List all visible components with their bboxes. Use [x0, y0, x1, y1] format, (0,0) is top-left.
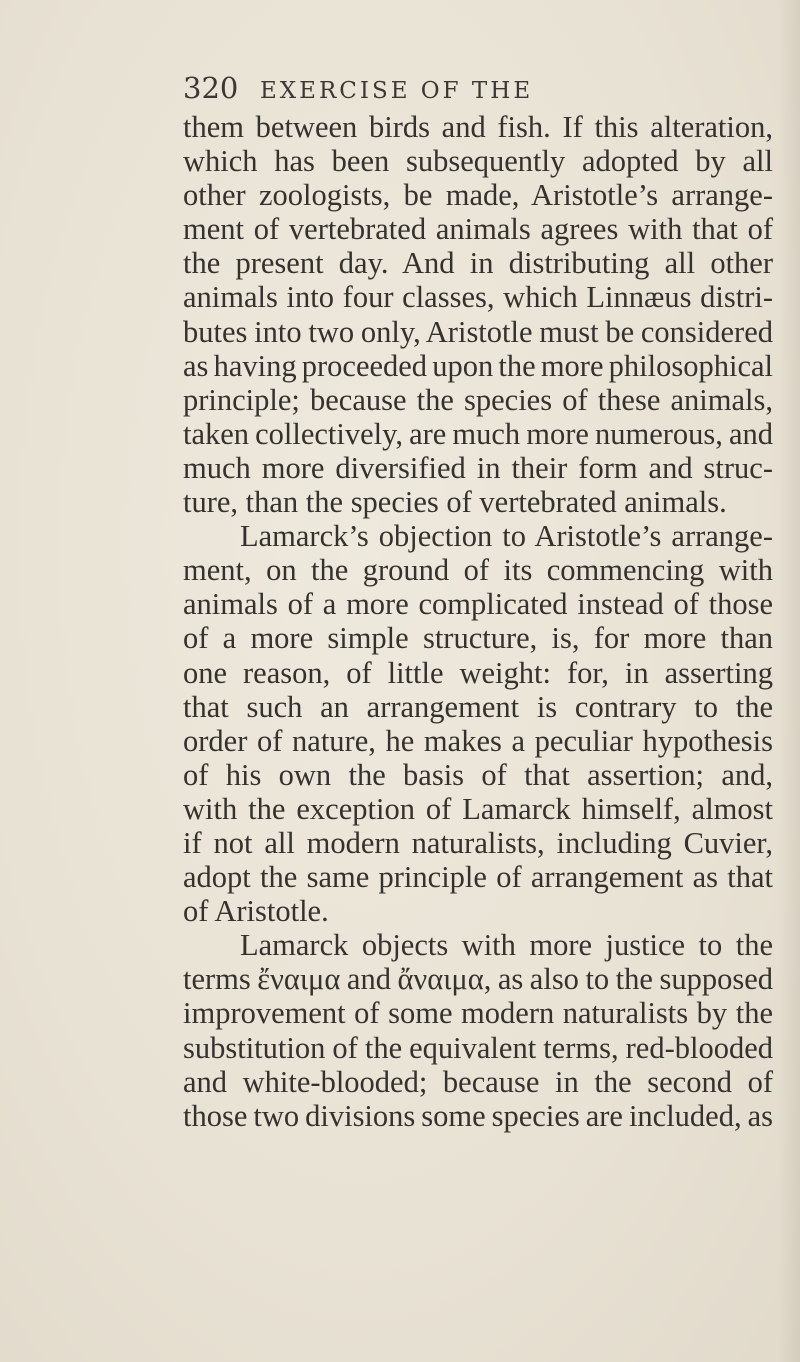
text-line: animals into four classes, which Linnæus distri-: [183, 280, 773, 315]
text-line: one reason, of little weight: for, in asserting: [183, 655, 773, 690]
text-line: as having proceeded upon the more philosophical: [183, 348, 773, 383]
text-line: ment, on the ground of its commencing with: [183, 553, 773, 588]
text-line: ment of vertebrated animals agrees with that of: [183, 212, 773, 247]
text-line: Lamarck’s objection to Aristotle’s arrange-: [240, 519, 773, 554]
text-line: of Aristotle.: [183, 894, 329, 929]
text-line: other zoologists, be made, Aristotle’s arrange-: [183, 178, 773, 213]
text-line: of a more simple structure, is, for more than: [183, 621, 773, 656]
text-line: ture, than the species of vertebrated animals.: [183, 485, 727, 520]
text-line: those two divisions some species are included, as: [183, 1098, 773, 1133]
text-line: substitution of the equivalent terms, red-blooded: [183, 1030, 773, 1065]
text-line: butes into two only, Aristotle must be considered: [183, 314, 773, 349]
body-text: [183, 110, 773, 1133]
text-line: if not all modern naturalists, including Cuvier,: [183, 825, 773, 860]
text-line: which has been subsequently adopted by all: [183, 144, 773, 179]
text-line: terms ἔναιμα and ἄναιμα, as also to the supposed: [183, 962, 773, 997]
text-line: order of nature, he makes a peculiar hypothesis: [183, 723, 773, 758]
text-line: taken collectively, are much more numerous, and: [183, 416, 773, 451]
text-line: them between birds and fish. If this alteration,: [183, 110, 773, 144]
text-line: adopt the same principle of arrangement as that: [183, 860, 773, 895]
text-line: principle; because the species of these animals,: [183, 382, 773, 417]
page-number: 320: [183, 71, 239, 105]
text-line: animals of a more complicated instead of those: [183, 587, 773, 622]
text-line: the present day. And in distributing all other: [183, 246, 773, 281]
text-line: and white-blooded; because in the second of: [183, 1064, 773, 1099]
running-head: EXERCISE OF THE: [260, 78, 534, 104]
text-line: improvement of some modern naturalists by the: [183, 996, 773, 1031]
text-line: of his own the basis of that assertion; and,: [183, 757, 773, 792]
text-line: Lamarck objects with more justice to the: [240, 928, 773, 963]
text-line: much more diversified in their form and struc-: [183, 450, 773, 485]
text-line: that such an arrangement is contrary to the: [183, 689, 773, 724]
text-line: with the exception of Lamarck himself, almost: [183, 791, 773, 826]
page-edge-shadow: [778, 0, 800, 1362]
